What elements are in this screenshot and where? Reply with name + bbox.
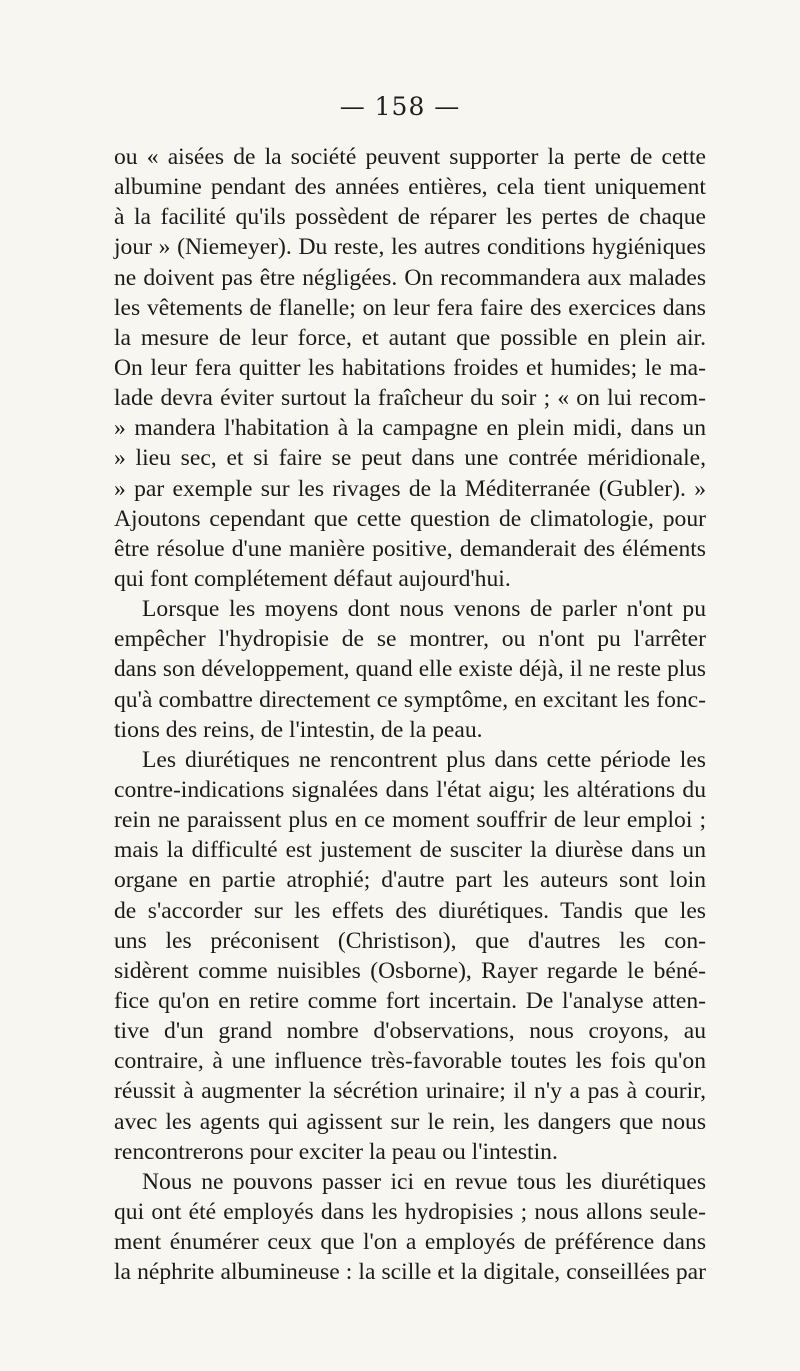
text-line: être résolue d'une manière positive, demanderait des éléments xyxy=(114,535,706,562)
page-number: — 158 — xyxy=(339,92,461,121)
text-line: à la facilité qu'ils possèdent de réparer les pertes de chaque xyxy=(114,204,706,231)
text-line: ou « aisées de la société peuvent supporter la perte de cette xyxy=(114,144,706,170)
text-line: » par exemple sur les rivages de la Méditerranée (Gubler). » xyxy=(114,475,706,502)
text-line: Nous ne pouvons passer ici en revue tous les diurétiques xyxy=(142,1168,706,1195)
text-line: tions des reins, de l'intestin, de la peau. xyxy=(114,716,483,743)
text-line: lade devra éviter surtout la fraîcheur du soir ; « on lui recom- xyxy=(114,385,706,412)
text-line: ne doivent pas être négligées. On recommandera aux malades xyxy=(114,264,706,291)
text-line: qui ont été employés dans les hydropisies ; nous allons seule- xyxy=(114,1198,706,1225)
text-line: réussit à augmenter la sécrétion urinaire; il n'y a pas à courir, xyxy=(114,1078,706,1105)
text-line: contraire, à une influence très-favorable toutes les fois qu'on xyxy=(114,1048,706,1075)
text-line: qui font complétement défaut aujourd'hui. xyxy=(114,565,511,592)
text-line: rencontrerons pour exciter la peau ou l'intestin. xyxy=(114,1138,558,1165)
text-line: de s'accorder sur les effets des diurétiques. Tandis que les xyxy=(114,897,706,924)
body-text xyxy=(114,142,706,1287)
text-line: tive d'un grand nombre d'observations, nous croyons, au xyxy=(114,1018,706,1045)
text-line: On leur fera quitter les habitations froides et humides; le ma- xyxy=(114,354,706,381)
text-line: organe en partie atrophié; d'autre part les auteurs sont loin xyxy=(114,867,706,894)
text-line: la mesure de leur force, et autant que possible en plein air. xyxy=(114,324,706,351)
text-line: uns les préconisent (Christison), que d'autres les con- xyxy=(114,927,706,954)
text-line: Lorsque les moyens dont nous venons de parler n'ont pu xyxy=(142,596,706,623)
text-line: albumine pendant des années entières, cela tient uniquement xyxy=(114,174,706,201)
text-line: jour » (Niemeyer). Du reste, les autres conditions hygiéniques xyxy=(114,234,706,261)
text-line: la néphrite albumineuse : la scille et la digitale, conseillées par xyxy=(114,1259,706,1286)
text-line: Ajoutons cependant que cette question de climatologie, pour xyxy=(114,505,706,532)
text-line: avec les agents qui agissent sur le rein, les dangers que nous xyxy=(114,1108,706,1135)
text-line: fice qu'on en retire comme fort incertain. De l'analyse atten- xyxy=(114,987,706,1014)
text-line: ment énumérer ceux que l'on a employés de préférence dans xyxy=(114,1229,706,1256)
text-line: rein ne paraissent plus en ce moment souffrir de leur emploi ; xyxy=(114,807,706,834)
text-line: Les diurétiques ne rencontrent plus dans cette période les xyxy=(142,746,706,773)
text-line: qu'à combattre directement ce symptôme, en excitant les fonc- xyxy=(114,686,706,713)
text-line: contre-indications signalées dans l'état aigu; les altérations du xyxy=(114,776,706,803)
text-line: sidèrent comme nuisibles (Osborne), Rayer regarde le béné- xyxy=(114,957,706,984)
text-line: » lieu sec, et si faire se peut dans une contrée méridionale, xyxy=(114,445,706,472)
text-line: mais la difficulté est justement de susciter la diurèse dans un xyxy=(114,837,706,864)
text-line: empêcher l'hydropisie de se montrer, ou n'ont pu l'arrêter xyxy=(114,626,706,653)
text-line: » mandera l'habitation à la campagne en plein midi, dans un xyxy=(114,415,706,442)
text-line: les vêtements de flanelle; on leur fera faire des exercices dans xyxy=(114,294,706,321)
text-line: dans son développement, quand elle existe déjà, il ne reste plus xyxy=(114,656,706,683)
